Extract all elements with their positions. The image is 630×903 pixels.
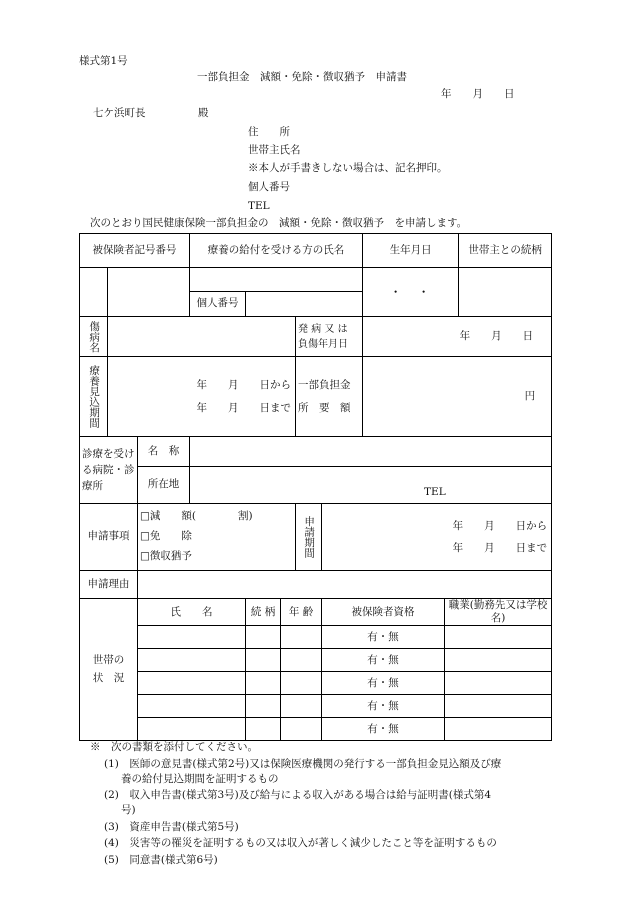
hh-qualification-field[interactable]: 有・無 xyxy=(322,695,445,718)
request-reason-label: 申請理由 xyxy=(80,571,138,599)
insured-symbol-field[interactable] xyxy=(80,268,108,317)
applicant-householder-label: 世帯主氏名 xyxy=(248,144,301,156)
hh-name-field[interactable] xyxy=(138,672,246,695)
hh-header-name: 氏 名 xyxy=(138,599,246,626)
hh-job-field[interactable] xyxy=(445,672,552,695)
request-option-reduction[interactable]: □減 額( 割) xyxy=(140,510,253,523)
application-table xyxy=(79,233,552,741)
header-insured-number: 被保険者記号番号 xyxy=(80,234,190,268)
request-period-label: 申請期間 xyxy=(296,504,322,571)
hh-header-qualification: 被保険者資格 xyxy=(322,599,445,626)
date-line[interactable]: 年 月 日 xyxy=(441,88,515,100)
request-options xyxy=(138,504,296,571)
form-title: 一部負担金 減額・免除・徴収猶予 申請書 xyxy=(197,71,407,83)
note-item-1-cont: 養の給付見込期間を証明するもの xyxy=(121,773,279,785)
hospital-address-field[interactable] xyxy=(190,467,552,504)
disease-field[interactable] xyxy=(108,317,296,357)
notes-header: ※ 次の書類を添付してください。 xyxy=(90,741,258,753)
hh-name-field[interactable] xyxy=(138,718,246,741)
hh-header-job: 職業(勤務先又は学校名) xyxy=(445,599,552,626)
hh-job-field[interactable] xyxy=(445,718,552,741)
period-label: 療養見込期間 xyxy=(80,357,108,437)
addressee: 七ケ浜町長 xyxy=(93,107,146,119)
onset-date-field[interactable]: 年 月 日 xyxy=(363,317,552,357)
hospital-address-label: 所在地 xyxy=(138,467,190,504)
hh-age-field[interactable] xyxy=(281,672,322,695)
note-item-1: (1) 医師の意見書(様式第2号)又は保険医療機関の発行する一部負担金見込額及び療 xyxy=(104,758,502,770)
request-items-label: 申請事項 xyxy=(80,504,138,571)
note-item-3: (3) 資産申告書(様式第5号) xyxy=(104,821,239,833)
hh-age-field[interactable] xyxy=(281,695,322,718)
hospital-name-field[interactable] xyxy=(190,437,552,467)
household-row xyxy=(80,672,552,695)
note-item-4: (4) 災害等の罹災を証明するもの又は収入が著しく減少したこと等を証明するもの xyxy=(104,837,497,849)
request-option-exemption[interactable]: □免 除 xyxy=(140,530,192,543)
hh-relation-field[interactable] xyxy=(246,649,281,672)
onset-label: 発 病 又 は 負傷年月日 xyxy=(296,317,363,357)
hospital-tel-label: TEL xyxy=(424,485,446,498)
form-number: 様式第1号 xyxy=(79,55,128,67)
hh-qualification-field[interactable]: 有・無 xyxy=(322,626,445,649)
hh-relation-field[interactable] xyxy=(246,626,281,649)
disease-label: 傷病名 xyxy=(80,317,108,357)
applicant-note: ※本人が手書きしない場合は、記名押印。 xyxy=(248,162,448,174)
hospital-label: 診療を受ける病院・診療所 xyxy=(80,437,138,504)
hh-job-field[interactable] xyxy=(445,626,552,649)
patient-name-field[interactable] xyxy=(190,268,363,292)
intro-statement: 次のとおり国民健康保険一部負担金の 減額・免除・徴収猶予 を申請します。 xyxy=(90,217,468,229)
personal-number-field[interactable] xyxy=(246,292,363,317)
hh-job-field[interactable] xyxy=(445,695,552,718)
note-item-5: (5) 同意書(様式第6号) xyxy=(104,854,218,866)
personal-number-label: 個人番号 xyxy=(190,292,246,317)
hh-name-field[interactable] xyxy=(138,626,246,649)
hh-job-field[interactable] xyxy=(445,649,552,672)
applicant-my-number-label: 個人番号 xyxy=(248,181,290,193)
hh-header-age: 年 齢 xyxy=(281,599,322,626)
household-row xyxy=(80,695,552,718)
header-patient-name: 療養の給付を受ける方の氏名 xyxy=(190,234,363,268)
hh-qualification-field[interactable]: 有・無 xyxy=(322,649,445,672)
hh-relation-field[interactable] xyxy=(246,718,281,741)
hh-age-field[interactable] xyxy=(281,718,322,741)
hh-qualification-field[interactable]: 有・無 xyxy=(322,718,445,741)
hh-name-field[interactable] xyxy=(138,649,246,672)
hh-relation-field[interactable] xyxy=(246,695,281,718)
household-row xyxy=(80,626,552,649)
household-row xyxy=(80,718,552,741)
applicant-tel-label: TEL xyxy=(248,200,270,212)
header-relation: 世帯主との続柄 xyxy=(459,234,552,268)
hh-relation-field[interactable] xyxy=(246,672,281,695)
hh-header-relation: 続 柄 xyxy=(246,599,281,626)
request-option-postponement[interactable]: □徴収猶予 xyxy=(140,549,192,562)
household-row xyxy=(80,649,552,672)
birth-date-field[interactable]: ・ ・ xyxy=(363,268,459,317)
hh-age-field[interactable] xyxy=(281,626,322,649)
note-item-2: (2) 収入申告書(様式第3号)及び給与による収入がある場合は給与証明書(様式第4 xyxy=(104,789,492,801)
hh-qualification-field[interactable]: 有・無 xyxy=(322,672,445,695)
amount-field[interactable]: 円 xyxy=(363,357,552,437)
insured-number-field[interactable] xyxy=(108,268,190,317)
request-period-field[interactable]: 年 月 日から 年 月 日まで xyxy=(322,504,552,571)
applicant-address-label: 住 所 xyxy=(248,126,290,138)
amount-label: 一部負担金 所 要 額 xyxy=(296,357,363,437)
relation-field[interactable] xyxy=(459,268,552,317)
header-birth-date: 生年月日 xyxy=(363,234,459,268)
hh-name-field[interactable] xyxy=(138,695,246,718)
honorific: 殿 xyxy=(198,107,209,119)
hh-age-field[interactable] xyxy=(281,649,322,672)
request-reason-field[interactable] xyxy=(138,571,552,599)
hospital-name-label: 名 称 xyxy=(138,437,190,467)
household-label: 世帯の 状 況 xyxy=(80,599,138,741)
period-field[interactable]: 年 月 日から 年 月 日まで xyxy=(108,357,296,437)
note-item-2-cont: 号) xyxy=(121,804,136,816)
